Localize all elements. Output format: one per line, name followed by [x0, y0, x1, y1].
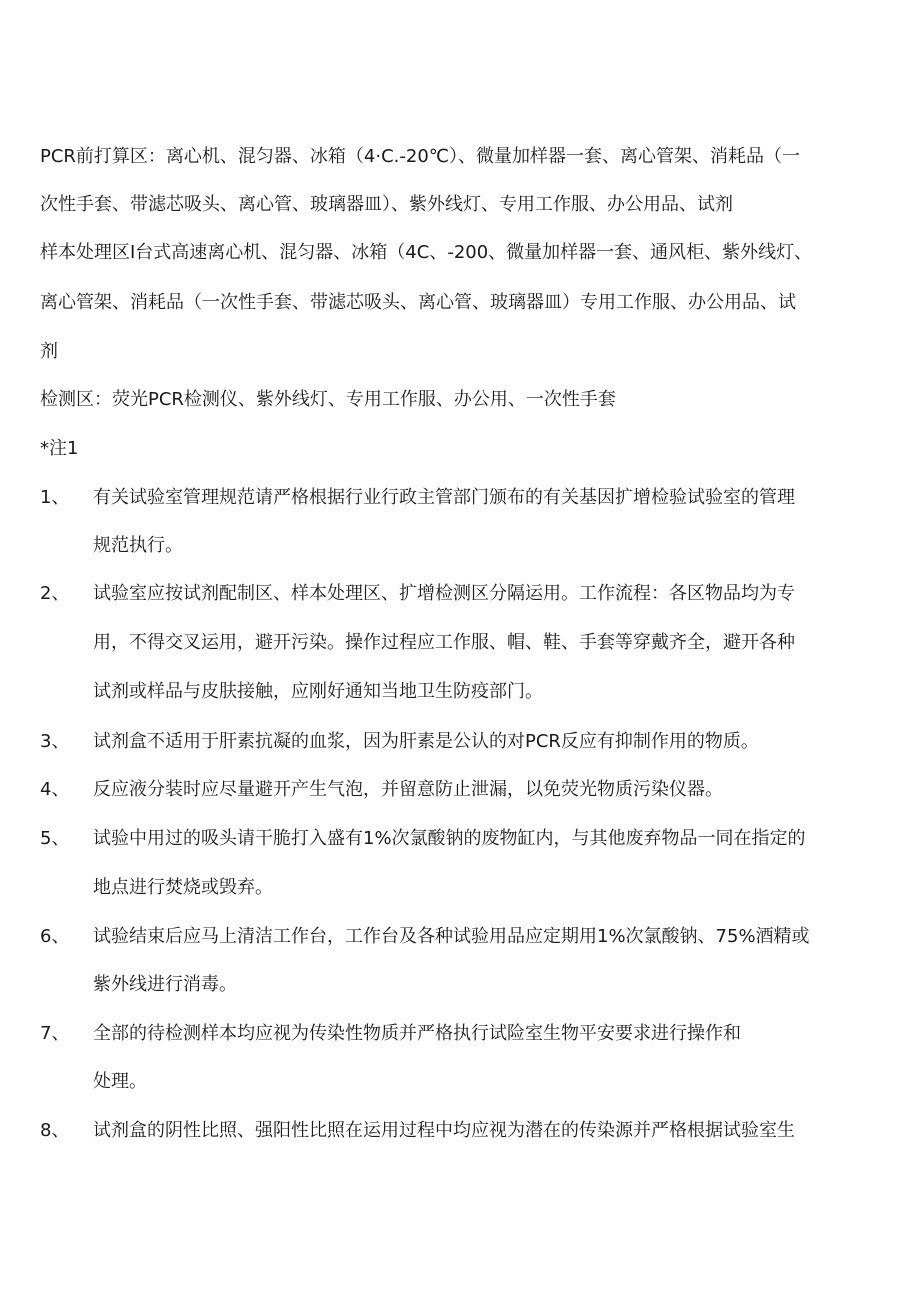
sample-processing-line-2: 离心管架、消耗品（一次性手套、带滤芯吸头、离心管、玻璃器皿）专用工作服、办公用品、试 — [40, 292, 796, 313]
note-text-line: 试剂或样品与皮肤接触，应刚好通知当地卫生防疫部门。 — [93, 681, 543, 702]
note-text-line: 紫外线进行消毒。 — [93, 974, 237, 995]
note-text-line: 试验中用过的吸头请干脆打入盛有1%次氯酸钠的废物缸内，与其他废弃物品一同在指定的 — [93, 828, 806, 849]
note-number: 4、 — [40, 779, 70, 800]
note-text-line: 规范执行。 — [93, 535, 183, 556]
note-number: 5、 — [40, 828, 70, 849]
note-text-line: 试验结束后应马上清洁工作台，工作台及各种试验用品应定期用1%次氯酸钠、75%酒精或 — [93, 926, 810, 947]
note-number: 2、 — [40, 583, 70, 604]
note-text-line: 处理。 — [93, 1071, 147, 1092]
note-number: 6、 — [40, 926, 70, 947]
note-number: 1、 — [40, 487, 70, 508]
note-text-line: 反应液分装时应尽量避开产生气泡，并留意防止泄漏，以免荧光物质污染仪器。 — [93, 779, 723, 800]
note-text-line: 地点进行焚烧或毁弃。 — [93, 877, 273, 898]
note-number: 3、 — [40, 731, 70, 752]
note-text-line: 有关试验室管理规范请严格根据行业行政主管部门颁布的有关基因扩增检验试验室的管理 — [93, 487, 795, 508]
sample-processing-line-3: 剂 — [40, 341, 58, 362]
note-text-line: 试剂盒不适用于肝素抗凝的血浆，因为肝素是公认的对PCR反应有抑制作用的物质。 — [93, 731, 759, 752]
pcr-prep-line-1: PCR前打算区：离心机、混匀器、冰箱（4·C.-20℃）、微量加样器一套、离心管架、消耗品（一 — [40, 146, 801, 167]
pcr-prep-line-2: 次性手套、带滤芯吸头、离心管、玻璃器皿）、紫外线灯、专用工作服、办公用品、试剂 — [40, 194, 733, 215]
sample-processing-line-1: 样本处理区I台式高速离心机、混匀器、冰箱（4C、-200、微量加样器一套、通风柜、紫外线灯、 — [40, 242, 813, 263]
note-text-line: 用，不得交叉运用，避开污染。操作过程应工作服、帽、鞋、手套等穿戴齐全，避开各种 — [93, 632, 795, 653]
detection-line-1: 检测区：荧光PCR检测仪、紫外线灯、专用工作服、办公用、一次性手套 — [40, 389, 616, 410]
note-text-line: 全部的待检测样本均应视为传染性物质并严格执行试险室生物平安要求进行操作和 — [93, 1023, 741, 1044]
notes-heading: *注1 — [40, 438, 79, 459]
note-text-line: 试验室应按试剂配制区、样本处理区、扩增检测区分隔运用。工作流程：各区物品均为专 — [93, 583, 795, 604]
note-number: 8、 — [40, 1120, 70, 1141]
note-text-line: 试剂盒的阴性比照、强阳性比照在运用过程中均应视为潜在的传染源并严格根据试验室生 — [93, 1120, 795, 1141]
note-number: 7、 — [40, 1023, 70, 1044]
